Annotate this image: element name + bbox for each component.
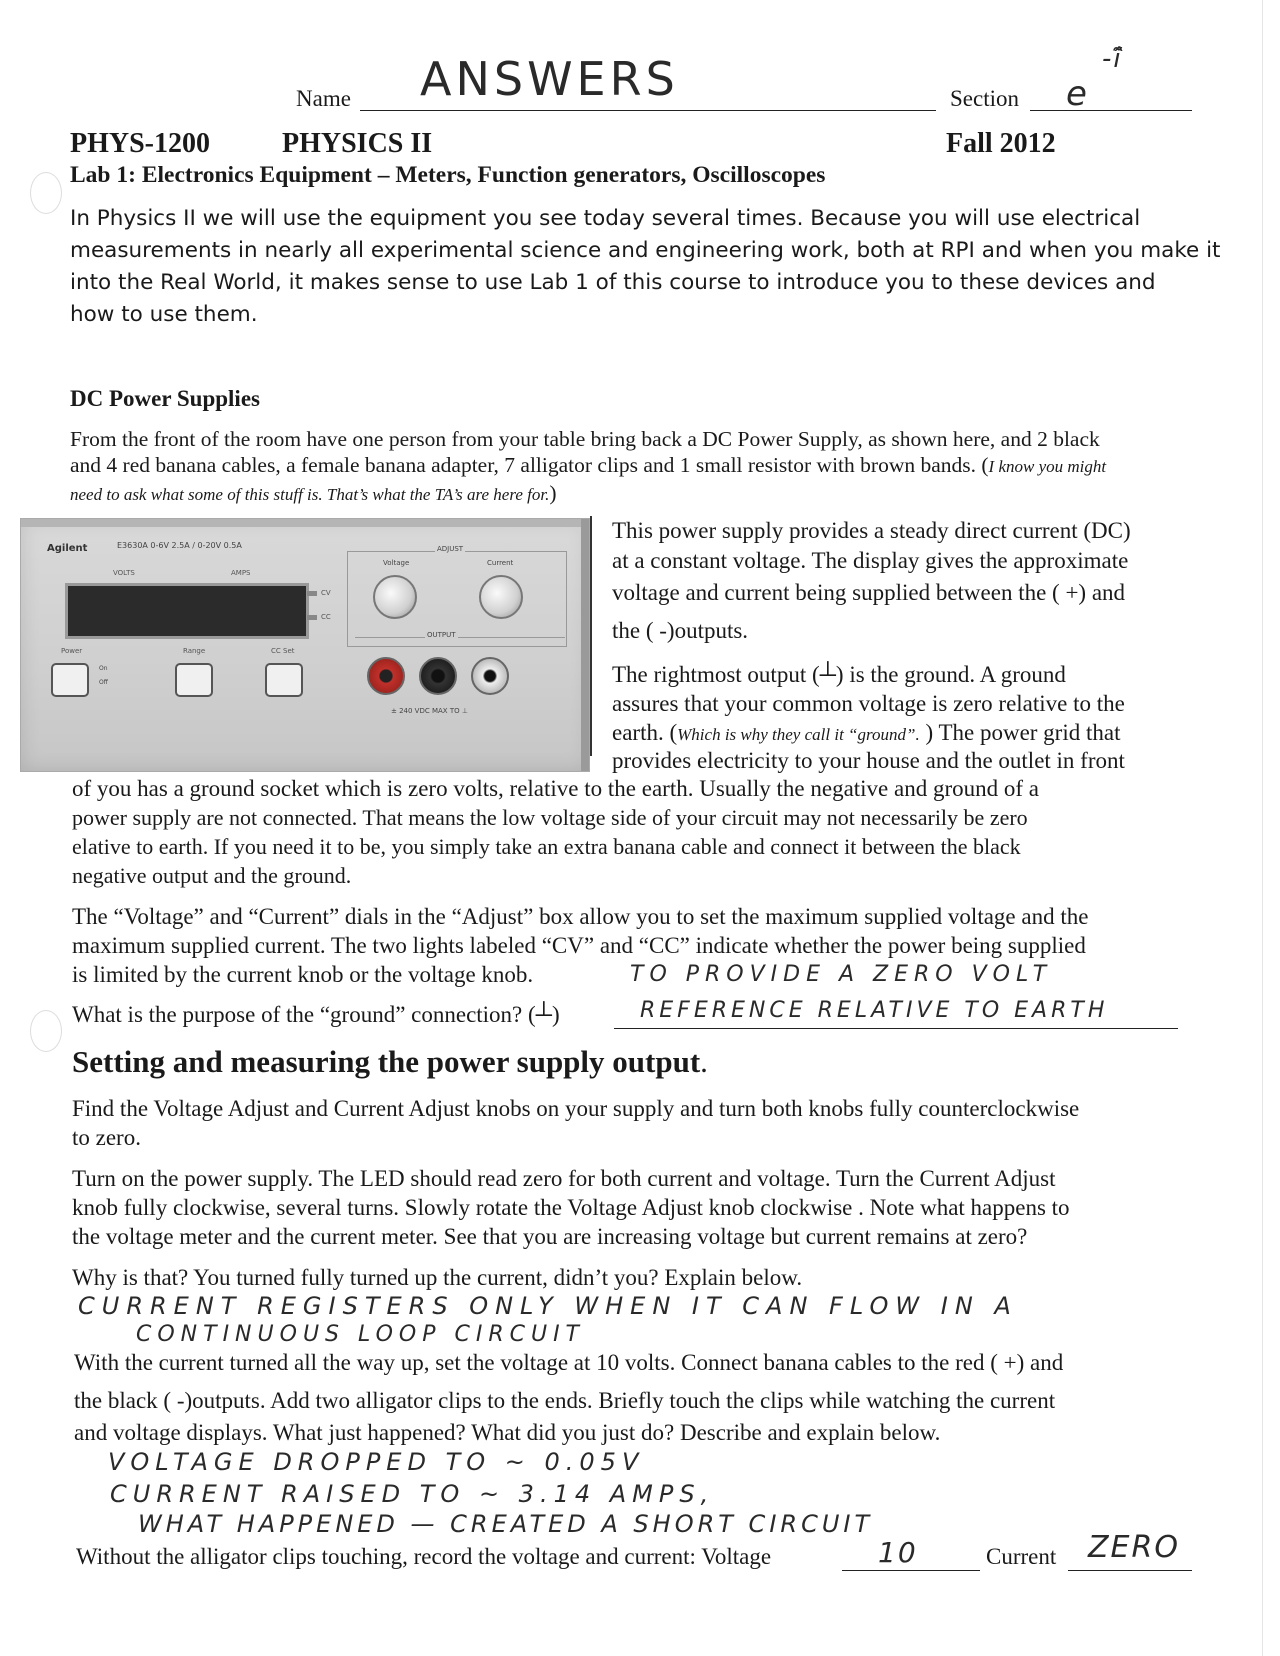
cc-label: CC [321,613,331,621]
full-line-1: of you has a ground socket which is zero volts, relative to the earth. Usually the negative and ground of a [72,776,1039,801]
setting-heading [72,1044,708,1080]
dc-para1-italic-b: need to ask what some of this stuff is. That’s what the TA’s are here for. [70,485,550,504]
adjust-label: ADJUST [437,545,464,553]
on-label: On [99,665,108,672]
voltage-knob-label: Voltage [383,559,410,567]
dc-para1-end: ) [549,481,557,505]
answer-short-3: WHAT HAPPENED — CREATED A SHORT CIRCUIT [138,1510,874,1538]
photo-top-edge [21,519,589,527]
power-supply-photo [20,518,590,772]
intro-line-2: measurements in nearly all experimental science and engineering work, both at RPI and when you make it [70,238,1221,263]
adjust-line-2: maximum supplied current. The two lights labeled “CV” and “CC” indicate whether the power being supplied [72,933,1086,958]
current-label: Current [986,1544,1057,1569]
range-button [175,663,213,697]
p1-line-1: Find the Voltage Adjust and Current Adjust knobs on your supply and turn both knobs fully counterclockwise [72,1096,1080,1121]
section-superscript: -î͂ [1102,44,1123,74]
voltage-knob [373,575,417,619]
volts-label: VOLTS [113,569,135,577]
setting-heading-text: Setting and measuring the power supply output [72,1044,701,1079]
off-label: Off [99,679,108,686]
ground-line-3 [612,720,1120,746]
voltage-value: 10 [878,1536,918,1569]
answer-why-1: CURRENT REGISTERS ONLY WHEN IT CAN FLOW IN A [78,1292,1018,1320]
range-label: Range [183,647,206,655]
intro-line-1: In Physics II we will use the equipment you see today several times. Because you will use electrical [70,206,1141,231]
cc-set-button [265,663,303,697]
photo-divider [590,516,592,756]
record-label: Without the alligator clips touching, record the voltage and current: Voltage [76,1544,772,1569]
right-line-2: at a constant voltage. The display gives the approximate [612,548,1129,573]
ground-line-3-italic: Which is why they call it “ground”. [677,725,920,744]
p4-line-2: the black ( -)outputs. Add two alligator clips to the ends. Briefly touch the clips while watching the current [74,1388,1056,1413]
ground-line-3a: earth. ( [612,720,678,745]
power-button [51,663,89,697]
lcd-display [65,583,309,639]
ground-terminal [471,657,509,695]
term: Fall 2012 [946,128,1056,159]
intro-line-4: how to use them. [70,302,258,327]
cv-led [307,591,317,596]
ground-line-4: provides electricity to your house and the outlet in front [612,748,1125,773]
output-label: OUTPUT [427,631,456,639]
course-code: PHYS-1200 [70,128,210,159]
brand-logo: Agilent [47,543,88,554]
dc-para1-italic-a: I know you might [988,457,1107,476]
adjust-line-3: is limited by the current knob or the voltage knob. [72,962,534,987]
power-label: Power [61,647,83,655]
model-text: E3630A 0-6V 2.5A / 0-20V 0.5A [117,541,242,550]
black-terminal [419,657,457,695]
red-terminal [367,657,405,695]
dc-para1-line1: From the front of the room have one person from your table bring back a DC Power Supply, as shown here, and 2 black [70,427,1100,451]
setting-heading-period: . [700,1044,708,1079]
current-value: ZERO [1088,1530,1180,1565]
ground-line-3b: ) The power grid that [919,720,1121,745]
current-underline [1068,1570,1192,1571]
course-title: PHYSICS II [282,128,433,159]
p2-line-1: Turn on the power supply. The LED should read zero for both current and voltage. Turn the Current Adjust [72,1166,1056,1191]
ground-answer-underline [614,1028,1178,1029]
dc-para1-line3 [70,481,557,506]
p4-line-1: With the current turned all the way up, set the voltage at 10 volts. Connect banana cables to the red ( +) and [74,1350,1064,1375]
p2-line-2: knob fully clockwise, several turns. Slowly rotate the Voltage Adjust knob clockwise . Note what happens to [72,1195,1070,1220]
answer-short-2: CURRENT RAISED TO ~ 3.14 AMPS, [110,1480,715,1508]
current-knob-label: Current [487,559,514,567]
amps-label: AMPS [231,569,251,577]
p1-line-2: to zero. [72,1125,141,1150]
ground-line-2: assures that your common voltage is zero relative to the [612,691,1125,716]
full-line-2: power supply are not connected. That means the low voltage side of your circuit may not necessarily be zero [72,805,1028,830]
scan-edge-line [1262,0,1263,1656]
cc-led [307,615,317,620]
full-line-4: negative output and the ground. [72,863,352,888]
section-underline [1030,110,1192,111]
dc-heading: DC Power Supplies [70,386,260,411]
photo-right-edge [581,519,589,771]
intro-line-3: into the Real World, it makes sense to use Lab 1 of this course to introduce you to these devices and [70,270,1156,295]
cc-set-label: CC Set [271,647,295,655]
name-underline [360,110,936,111]
dc-para1-line2 [70,453,1106,478]
answer-ground-1: TO PROVIDE A ZERO VOLT [630,962,1053,987]
voltage-underline [842,1570,980,1571]
right-line-3: voltage and current being supplied between the ( +) and [612,580,1126,605]
right-line-4: the ( -)outputs. [612,618,749,643]
answer-ground-2: REFERENCE RELATIVE TO EARTH [640,998,1109,1023]
ground-line-1: The rightmost output (┴) is the ground. A ground [612,662,1066,687]
dc-para1-line2-text: and 4 red banana cables, a female banana adapter, 7 alligator clips and 1 small resistor with brown bands. ( [70,453,989,477]
scan-hole-1 [30,172,62,214]
name-value: ANSWERS [420,52,679,106]
lab-title: Lab 1: Electronics Equipment – Meters, Function generators, Oscilloscopes [70,162,826,188]
section-label: Section [950,86,1019,111]
answer-why-2: CONTINUOUS LOOP CIRCUIT [136,1322,585,1347]
p3-question: Why is that? You turned fully turned up the current, didn’t you? Explain below. [72,1265,803,1290]
name-label: Name [296,86,351,111]
scan-hole-2 [30,1010,62,1052]
p4-line-3: and voltage displays. What just happened? What did you just do? Describe and explain below. [74,1420,941,1445]
p2-line-3: the voltage meter and the current meter. See that you are increasing voltage but current remains at zero? [72,1224,1028,1249]
full-line-3: elative to earth. If you need it to be, you simply take an extra banana cable and connect it between the black [72,834,1021,859]
terminal-label: ± 240 VDC MAX TO ⊥ [391,707,468,715]
adjust-line-1: The “Voltage” and “Current” dials in the “Adjust” box allow you to set the maximum supplied voltage and the [72,904,1089,929]
section-value: e [1066,74,1087,114]
question-ground: What is the purpose of the “ground” connection? (┴) [72,1002,560,1027]
current-knob [479,575,523,619]
answer-short-1: VOLTAGE DROPPED TO ~ 0.05V [108,1448,645,1476]
right-line-1: This power supply provides a steady direct current (DC) [612,518,1131,543]
cv-label: CV [321,589,331,597]
